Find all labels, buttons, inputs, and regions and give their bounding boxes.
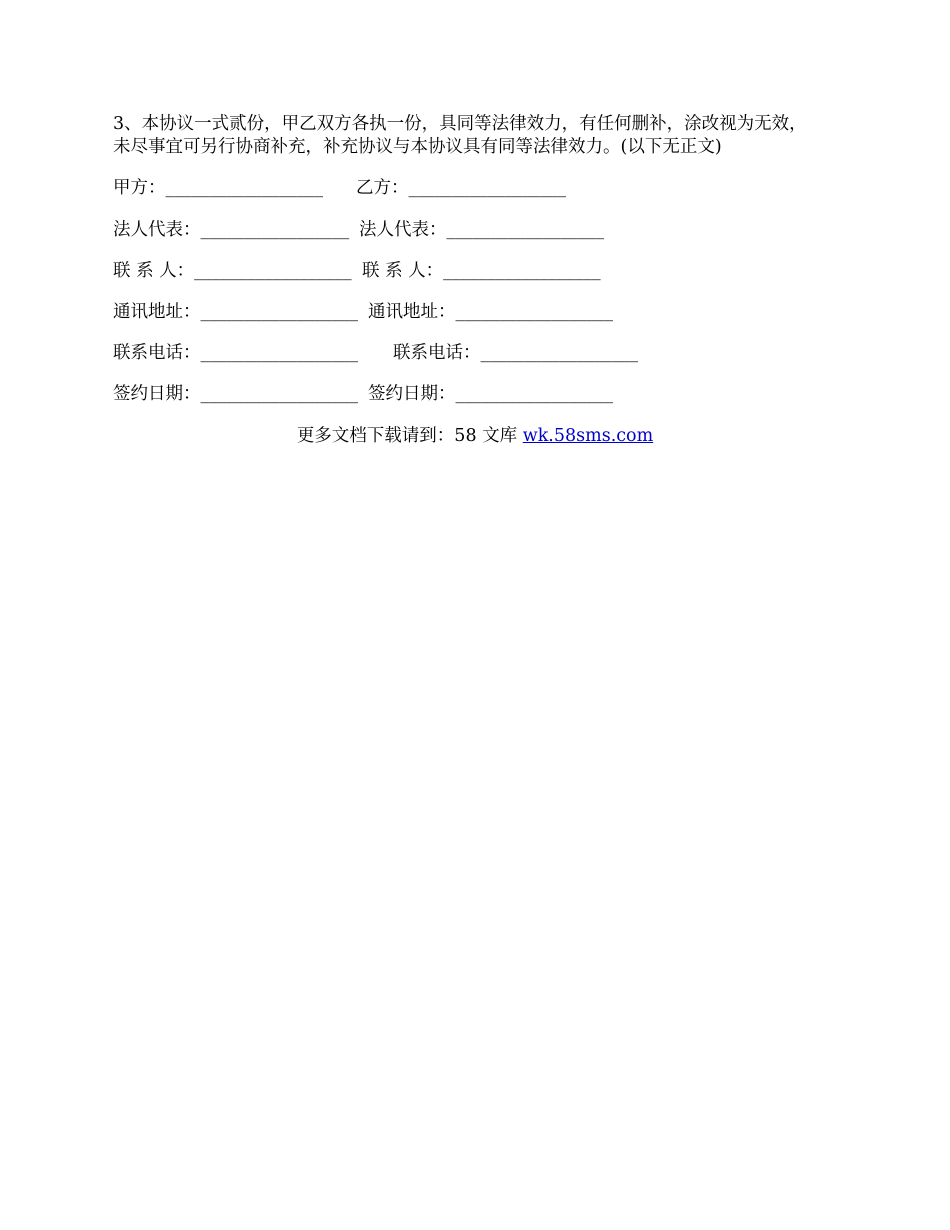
party-b-address: 通讯地址：__________________ <box>368 302 613 322</box>
party-b-label: 乙方：__________________ <box>356 178 566 198</box>
signature-row-contact <box>113 260 601 282</box>
footer-link[interactable]: wk.58sms.com <box>522 426 654 446</box>
party-b-legal-rep: 法人代表：__________________ <box>359 220 604 240</box>
party-b-phone: 联系电话：__________________ <box>393 343 638 363</box>
party-a-address: 通讯地址：__________________ <box>113 302 358 322</box>
clause-line-1: 3、本协议一式贰份，甲乙双方各执一份，具同等法律效力，有任何删补，涂改视为无效， <box>113 114 807 134</box>
party-a-date: 签约日期：__________________ <box>113 384 358 404</box>
signature-row-party <box>113 177 566 199</box>
party-b-date: 签约日期：__________________ <box>368 384 613 404</box>
signature-row-date <box>113 383 613 405</box>
signature-row-address <box>113 301 613 323</box>
party-a-contact: 联 系 人：__________________ <box>113 261 352 281</box>
signature-row-legal-rep <box>113 219 604 241</box>
signature-row-phone <box>113 342 638 364</box>
party-a-legal-rep: 法人代表：_________________ <box>113 220 350 240</box>
clause-line-2: 未尽事宜可另行协商补充，补充协议与本协议具有同等法律效力。(以下无正文) <box>113 137 722 157</box>
footer-download-note <box>0 425 950 447</box>
party-a-phone: 联系电话：__________________ <box>113 343 358 363</box>
footer-text: 更多文档下载请到：58 文库 <box>296 426 523 446</box>
party-b-contact: 联 系 人：__________________ <box>362 261 601 281</box>
clause-paragraph <box>113 113 843 159</box>
party-a-label: 甲方：__________________ <box>113 178 323 198</box>
